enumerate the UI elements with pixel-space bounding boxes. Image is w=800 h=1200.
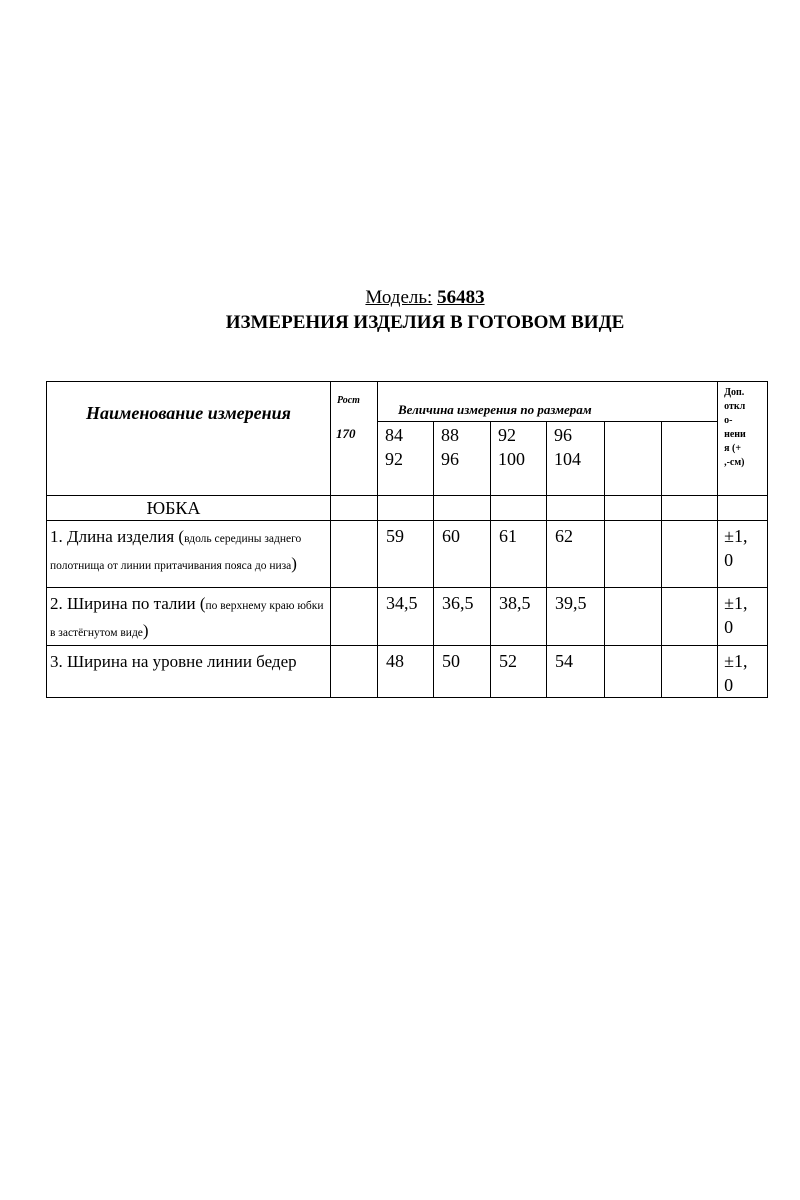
header-height-value: 170 bbox=[336, 426, 356, 441]
measurement-value: 60 bbox=[434, 521, 491, 588]
measurement-tolerance bbox=[718, 588, 768, 646]
table-row bbox=[47, 646, 768, 698]
empty-cell bbox=[378, 496, 434, 521]
tolerance-header-line: откл bbox=[724, 401, 746, 412]
size-column-4 bbox=[547, 422, 605, 496]
size-column-1 bbox=[378, 422, 434, 496]
measurement-value: 48 bbox=[378, 646, 434, 698]
measurement-tolerance bbox=[718, 521, 768, 588]
empty-cell bbox=[605, 521, 662, 588]
size-chest: 88 bbox=[441, 425, 459, 445]
measurement-tolerance bbox=[718, 646, 768, 698]
measurement-value: 39,5 bbox=[547, 588, 605, 646]
empty-cell bbox=[718, 496, 768, 521]
measurement-value: 38,5 bbox=[491, 588, 547, 646]
size-column-empty bbox=[605, 422, 662, 496]
document-title: ИЗМЕРЕНИЯ ИЗДЕЛИЯ В ГОТОВОМ ВИДЕ bbox=[225, 312, 625, 333]
empty-cell bbox=[662, 588, 718, 646]
measurement-value: 62 bbox=[547, 521, 605, 588]
empty-cell bbox=[331, 646, 378, 698]
size-column-3 bbox=[491, 422, 547, 496]
empty-cell bbox=[605, 496, 662, 521]
tolerance-line: ±1, bbox=[724, 593, 748, 613]
header-sizes: Величина измерения по размерам bbox=[378, 382, 718, 422]
empty-cell bbox=[662, 521, 718, 588]
measurement-value: 52 bbox=[491, 646, 547, 698]
measurement-value: 50 bbox=[434, 646, 491, 698]
measurement-name-detail: по верхнему краю юбки в застёгнутом виде bbox=[50, 600, 324, 639]
empty-cell bbox=[605, 588, 662, 646]
empty-cell bbox=[662, 646, 718, 698]
table-row bbox=[47, 588, 768, 646]
measurement-name bbox=[47, 588, 331, 646]
tolerance-line: ±1, bbox=[724, 526, 748, 546]
size-column-2 bbox=[434, 422, 491, 496]
empty-cell bbox=[547, 496, 605, 521]
measurement-name-main: 2. Ширина по талии ( bbox=[50, 594, 206, 613]
measurement-value: 34,5 bbox=[378, 588, 434, 646]
tolerance-line: ±1, bbox=[724, 651, 748, 671]
tolerance-header-line: нени bbox=[724, 429, 746, 440]
table-row bbox=[47, 521, 768, 588]
measurement-value: 36,5 bbox=[434, 588, 491, 646]
measurement-value: 61 bbox=[491, 521, 547, 588]
section-title: ЮБКА bbox=[47, 496, 331, 521]
size-chest: 84 bbox=[385, 425, 403, 445]
model-label: Модель: bbox=[365, 287, 433, 308]
measurement-name-main: 3. Ширина на уровне линии бедер bbox=[50, 652, 297, 671]
measurement-name-close: ) bbox=[291, 554, 297, 573]
size-hips: 92 bbox=[385, 449, 403, 469]
measurement-name-main: 1. Длина изделия ( bbox=[50, 527, 185, 546]
header-tolerance bbox=[718, 382, 768, 496]
tolerance-header-line: Доп. bbox=[724, 387, 745, 398]
size-chest: 92 bbox=[498, 425, 516, 445]
empty-cell bbox=[491, 496, 547, 521]
tolerance-header-line: о- bbox=[724, 415, 733, 426]
measurement-value: 54 bbox=[547, 646, 605, 698]
tolerance-line: 0 bbox=[724, 617, 734, 637]
header-measurement-name: Наименование измерения bbox=[47, 382, 331, 496]
measurement-name-detail: вдоль середины заднего полотнища от линии притачивания пояса до низа bbox=[50, 533, 302, 572]
tolerance-line: 0 bbox=[724, 550, 734, 570]
tolerance-header-line: я (+ bbox=[724, 443, 742, 454]
size-chest: 96 bbox=[554, 425, 572, 445]
size-column-empty bbox=[662, 422, 718, 496]
size-hips: 100 bbox=[498, 449, 525, 469]
measurements-table bbox=[46, 381, 768, 698]
measurement-name-close: ) bbox=[142, 621, 149, 640]
empty-cell bbox=[662, 496, 718, 521]
empty-cell bbox=[331, 588, 378, 646]
measurement-value: 59 bbox=[378, 521, 434, 588]
empty-cell bbox=[605, 646, 662, 698]
size-hips: 104 bbox=[554, 449, 581, 469]
measurement-name bbox=[47, 646, 331, 698]
tolerance-header-line: ,-см) bbox=[724, 457, 745, 468]
empty-cell bbox=[331, 521, 378, 588]
model-line bbox=[0, 286, 800, 310]
model-number: 56483 bbox=[437, 287, 485, 308]
size-hips: 96 bbox=[441, 449, 459, 469]
measurement-name bbox=[47, 521, 331, 588]
empty-cell bbox=[331, 496, 378, 521]
header-height bbox=[331, 382, 378, 496]
tolerance-line: 0 bbox=[724, 675, 734, 695]
header-height-label: Рост bbox=[337, 395, 360, 406]
empty-cell bbox=[434, 496, 491, 521]
